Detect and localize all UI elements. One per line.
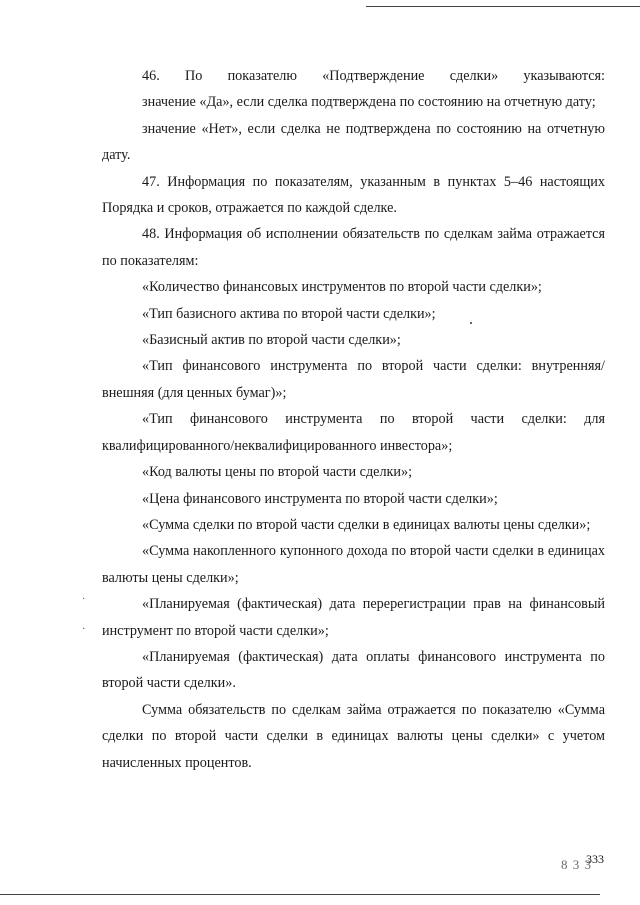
paragraph-closing: Сумма обязательств по сделкам займа отражается по показателю «Сумма сделки по второй части сделки в единицах валюты цены сделки» с учетом начисленных процентов.: [102, 701, 605, 771]
page-stamp: 8 3 3: [561, 857, 592, 872]
paragraph-46-yes: значение «Да», если сделка подтверждена по состоянию на отчетную дату;: [142, 94, 596, 111]
indicator-item: «Сумма накопленного купонного дохода по второй части сделки в единицах валюты цены сделки»;: [102, 543, 605, 586]
paragraph-48-intro: 48. Информация об исполнении обязательств по сделкам займа отражается по показателям:: [102, 226, 605, 269]
indicator-item: «Тип базисного актива по второй части сделки»;: [142, 305, 436, 322]
indicator-item: «Код валюты цены по второй части сделки»;: [142, 464, 413, 481]
margin-mark: ·: [82, 594, 86, 605]
indicator-item: «Сумма сделки по второй части сделки в единицах валюты цены сделки»;: [142, 516, 591, 533]
margin-mark: ·: [82, 624, 86, 635]
indicator-item: «Планируемая (фактическая) дата перерегистрации прав на финансовый инструмент по второй части сделки»;: [102, 596, 605, 639]
top-rule: [366, 6, 640, 7]
paragraph-46-no: значение «Нет», если сделка не подтверждена по состоянию на отчетную дату.: [102, 120, 605, 164]
indicator-item: «Тип финансового инструмента по второй части сделки: внутренняя/ внешняя (для ценных бумаг)»;: [102, 358, 605, 401]
document-body: [102, 63, 605, 776]
bottom-rule: [0, 894, 600, 895]
indicator-item: «Тип финансового инструмента по второй части сделки: для квалифицированного/неквалифицированного инвестора»;: [102, 411, 605, 454]
indicator-item: «Планируемая (фактическая) дата оплаты финансового инструмента по второй части сделки».: [102, 648, 605, 692]
indicator-item: «Цена финансового инструмента по второй части сделки»;: [142, 490, 498, 507]
paragraph-47: 47. Информация по показателям, указанным в пунктах 5–46 настоящих Порядка и сроков, отражается по каждой сделке.: [102, 173, 605, 217]
scan-speck: [470, 322, 472, 324]
page-number: 333: [586, 852, 604, 866]
indicator-item: «Количество финансовых инструментов по второй части сделки»;: [142, 279, 542, 296]
indicator-item: «Базисный актив по второй части сделки»;: [142, 332, 401, 349]
paragraph-46-heading: 46. По показателю «Подтверждение сделки» указываются:: [142, 68, 605, 84]
